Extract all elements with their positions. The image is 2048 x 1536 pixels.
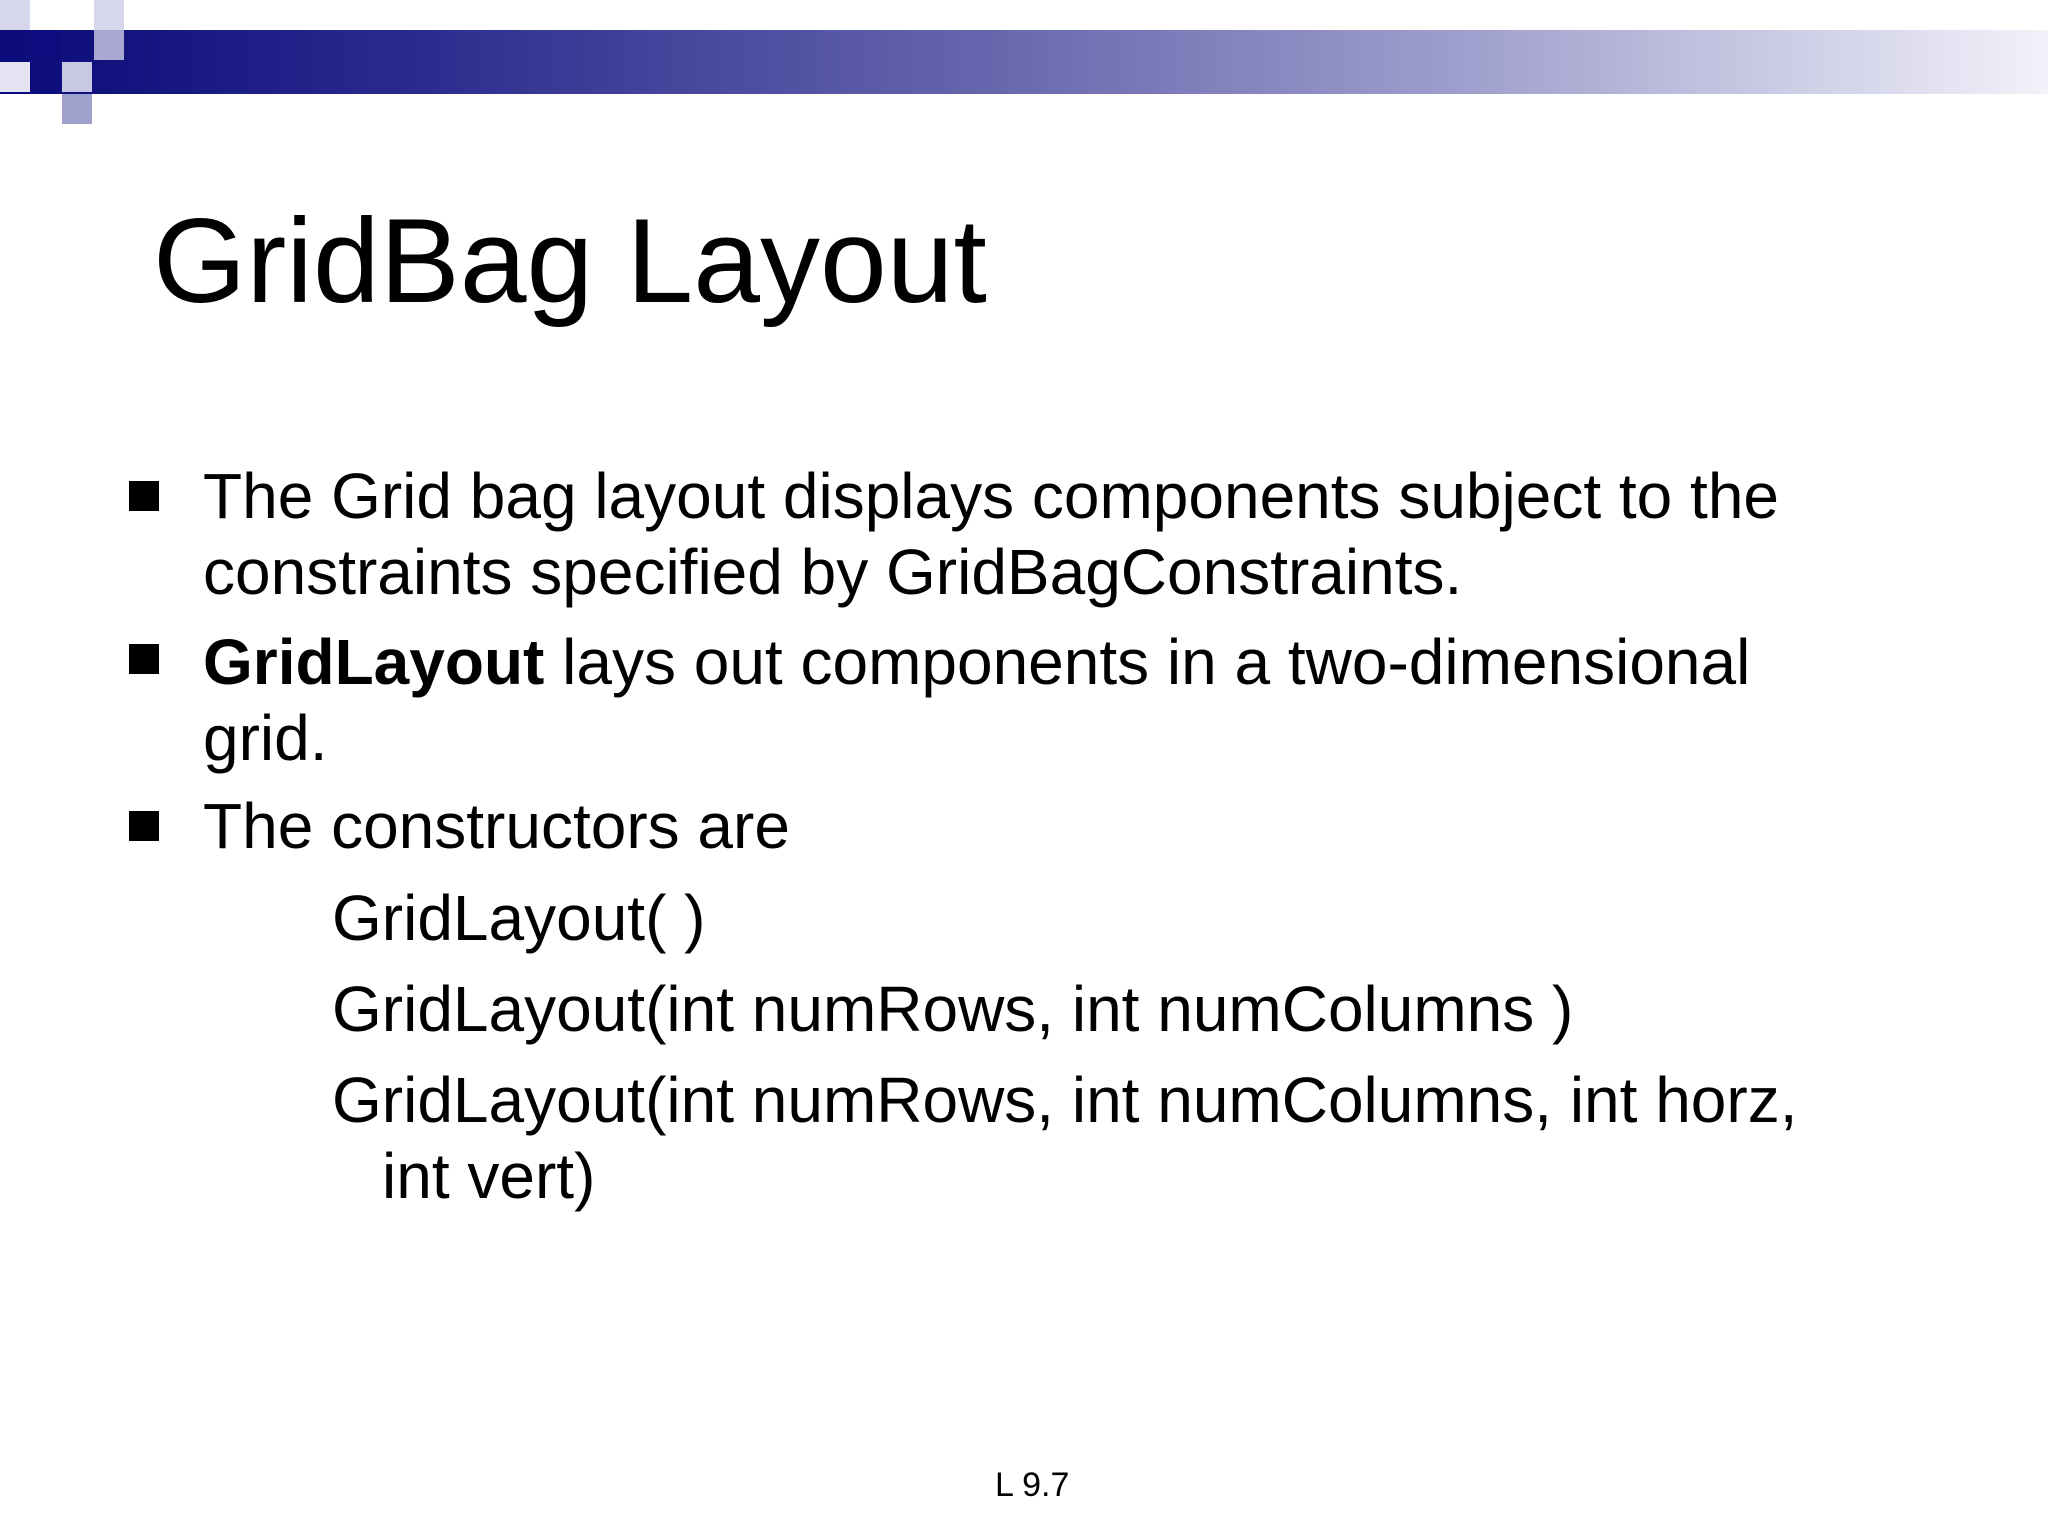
bullet-text: The constructors are: [203, 790, 790, 862]
constructor-line: GridLayout( ): [332, 882, 706, 954]
header-square-decoration: [30, 30, 60, 60]
bold-term: GridLayout: [203, 626, 545, 698]
bullet-line: constraints specified by GridBagConstraints.: [203, 536, 1463, 608]
constructor-line: GridLayout(int numRows, int numColumns ): [332, 973, 1574, 1045]
bullet-line-rest: lays out components in a two-dimensional: [544, 626, 1751, 698]
bullet-marker: [129, 811, 159, 841]
header-square-decoration: [94, 30, 124, 60]
constructor-line: GridLayout(int numRows, int numColumns, int horz,: [332, 1064, 1798, 1136]
slide-title: GridBag Layout: [153, 194, 987, 328]
header-square-decoration: [62, 62, 92, 92]
bullet-marker: [129, 644, 159, 674]
bullet-line: [203, 624, 1750, 700]
constructor-line-continuation: int vert): [382, 1140, 596, 1212]
bullet-text: [203, 624, 1750, 776]
slide-number: L 9.7: [995, 1466, 1070, 1504]
header-square-decoration: [62, 94, 92, 124]
bullet-marker: [129, 481, 159, 511]
header-square-decoration: [0, 62, 30, 92]
bullet-text: [203, 458, 1779, 610]
header-square-decoration: [0, 0, 30, 30]
header-gradient-band: [0, 30, 2048, 94]
bullet-line: The Grid bag layout displays components subject to the: [203, 460, 1779, 532]
header-square-decoration: [94, 0, 124, 30]
bullet-line: grid.: [203, 702, 328, 774]
